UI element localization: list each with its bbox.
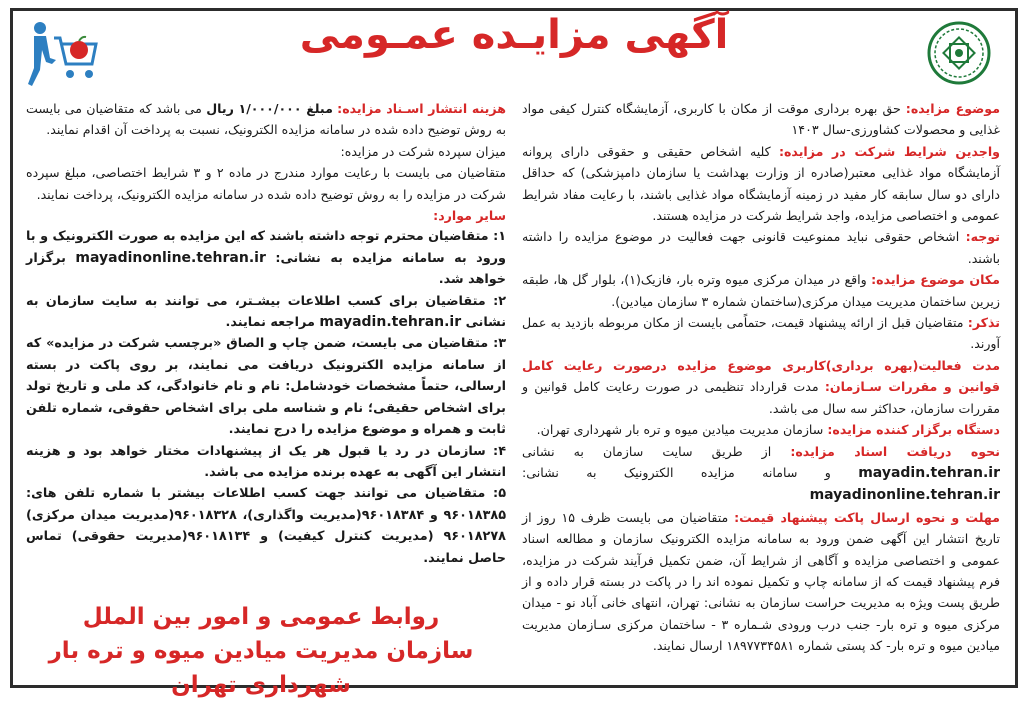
item-4-text: ۴: سازمان در رد یا قبول هر یک از پیشنهادات مختار خواهد بود و هزینه انتشار این آگهی به عهده برنده مزایده می باشد. — [26, 443, 506, 480]
location-label: مکان موضوع مزایده: — [871, 272, 1000, 288]
note-text: اشخاص حقوقی نباید ممنوعیت قانونی جهت فعالیت در موضوع مزایده را داشته باشند. — [522, 229, 1000, 266]
organizer-text: سازمان مدیریت میادین میوه و تره بار شهرداری تهران. — [536, 422, 824, 438]
item-1-text: ۱: متقاضیان محترم توجه داشته باشند که این مزایده به صورت الکترونیک و با ورود به سامانه مزایده به نشانی: — [26, 229, 506, 266]
docs-link-site[interactable]: mayadin.tehran.ir — [858, 464, 1000, 481]
deadline-text: متقاضیان می بایست ظرف ۱۵ روز از تاریخ انتشار این آگهی ضمن ورود به سامانه مزایده الکترونیک سازمان و مطالعه اسناد عمومی و اختصاصی مزایده و آگاهی از شرایط آن، ضمن تکمیل فرآیند شرکت در مزایده، فرم پیشنهاد قیمت که از سامانه چاپ و تکمیل نموده اند را در پاکت در بسته قرار داده و از طریق پست ویژه به مدیریت حراست سازمان به نشانی: تهران، انتهای خانی آباد نو - میدان مرکزی میوه و تره بار- جنب درب ورودی شـماره ۳ - ساختمان مرکزی سـازمان مدیریت میادین میوه و تره بار- کد پستی شماره ۱۸۹۷۷۳۴۵۸۱ ارسال نمایند. — [522, 509, 1000, 654]
deadline-label: مهلت و نحوه ارسال پاکت پیشنهاد قیمت: — [734, 509, 1000, 525]
item-2-text: ۲: متقاضیان برای کسب اطلاعات بیشـتر، می توانند به سایت سازمان به نشانی — [26, 293, 506, 331]
subject-text: حق بهره برداری موقت از مکان با کاربری، آزمایشگاه کنترل کیفی مواد غذایی و محصولات کشاورزی-سال ۱۴۰۳ — [522, 101, 1000, 138]
item-5-text: ۵: متقاضیان می توانند جهت کسب اطلاعات بیشتر با شماره تلفن های: ۹۶۰۱۸۳۸۵ و ۹۶۰۱۸۳۸۴(مدیریت واگذاری)، ۹۶۰۱۸۳۲۸(مدیریت میدان مرکزی) ۹۶۰۱۸۲۷۸ (مدیریت کنترل کیفیت) و ۹۶۰۱۸۱۳۴(مدیریت حقوقی) تماس حاصل نمایند. — [26, 486, 507, 566]
fee-amount: مبلغ ۱/۰۰۰/۰۰۰ ریال — [206, 101, 333, 116]
note-label: توجه: — [965, 229, 1000, 245]
right-column — [522, 98, 1000, 657]
duration-label: مدت فعالیت(بهره برداری)کاربری موضوع مزایده درصورت رعایت کامل قوانین و مقررات سـازمان: — [522, 357, 1000, 395]
docs-link-online[interactable]: mayadinonline.tehran.ir — [809, 487, 1000, 504]
notice-title: آگهی مزایـده عمـومی — [299, 12, 729, 58]
organizer-label: دستگاه برگزار کننده مزایده: — [827, 422, 1000, 438]
deposit-title: میزان سپرده شرکت در مزایده: — [340, 143, 506, 159]
docs-label: نحوه دریافت اسناد مزایده: — [790, 443, 1000, 459]
conditions-label: واجدین شرایط شرکت در مزایده: — [778, 143, 1000, 159]
item-2-tail: مراجعه نمایند. — [225, 315, 315, 331]
conditions-text: کلیه اشخاص حقیقی و حقوقی دارای پروانه آزمایشگاه مواد غذایی معتبر(صادره از وزارت بهداشت یا سازمان دامپزشکی) که حداقل دارای دو سال سابقه کار مفید در زمینه آزمایشگاه مواد غذایی باشند، با رعایت مفاد شرایط عمومی و اختصاصی مزایده، واجد شرایط شرکت در مزایده هستند. — [522, 143, 1000, 224]
footer-line-2: سازمان مدیریت میادین میوه و تره بار شهرداری تهران — [48, 638, 474, 698]
subject-label: موضوع مزایده: — [905, 101, 1001, 116]
duration-text: مدت قرارداد تنظیمی در صورت رعایت کامل قوانین و مقررات سازمان، حداکثر سه سال می باشد. — [522, 379, 1000, 416]
footer — [26, 600, 496, 702]
item-1-link[interactable]: mayadinonline.tehran.ir — [75, 249, 266, 266]
item-2-link[interactable]: mayadin.tehran.ir — [319, 314, 462, 331]
fee-text: می باشد که متقاضیان می بایست به روش توضیح داده شده در سامانه مزایده الکترونیک، نسبت به پرداخت آن اقدام نمایند. — [26, 101, 506, 138]
footer-line-1: روابط عمومی و امور بین الملل — [82, 604, 440, 630]
reminder-text: متقاضیان قبل از ارائه پیشنهاد قیمت، حتماًمی بایست از مکان مربوطه بازدید به عمل آورند. — [522, 315, 1000, 352]
docs-text-1: از طریق سایت سازمان به نشانی — [522, 443, 772, 459]
deposit-text: متقاضیان می بایست با رعایت موارد مندرج در ماده ۲ و ۳ شرایط اختصاصی، مبلغ سپرده شرکت در مزایده را به روش توضیح داده شده در سامانه مزایده الکترونیک، پرداخت نمایند. — [26, 165, 506, 202]
left-column — [26, 98, 506, 569]
docs-text-2: و سامانه مزایده الکترونیک به نشانی: — [522, 464, 831, 480]
location-text: واقع در میدان مرکزی میوه وتره بار، فازیک(۱)، بلوار گل ها، طبقه زیرین ساختمان مدیریت میدان مرکزی(ساختمان شماره ۳ سازمان میادین). — [522, 272, 1000, 309]
fee-label: هزینه انتشار اسـناد مزایده: — [337, 101, 506, 116]
item-1-tail: برگزار خواهد شد. — [26, 250, 506, 288]
other-label: سایر موارد: — [433, 208, 506, 224]
item-3-text: ۳: متقاضیان می بایست، ضمن چاپ و الصاق «برچسب شرکت در مزایده» که از سامانه مزایده الکترونیک دریافت می نمایند، بر روی پاکت در بسته ارسالی، حتماً مشخصات خودشامل: نام و نام خانوادگی، کد ملی و تاریخ تولد برای اشخاص حقیقی؛ نام و شناسه ملی برای اشخاص حقوقی، شماره تلفن ثابت و همراه و موضوع مزایده را درج نمایند. — [26, 336, 506, 438]
reminder-label: تذکر: — [967, 315, 1000, 331]
